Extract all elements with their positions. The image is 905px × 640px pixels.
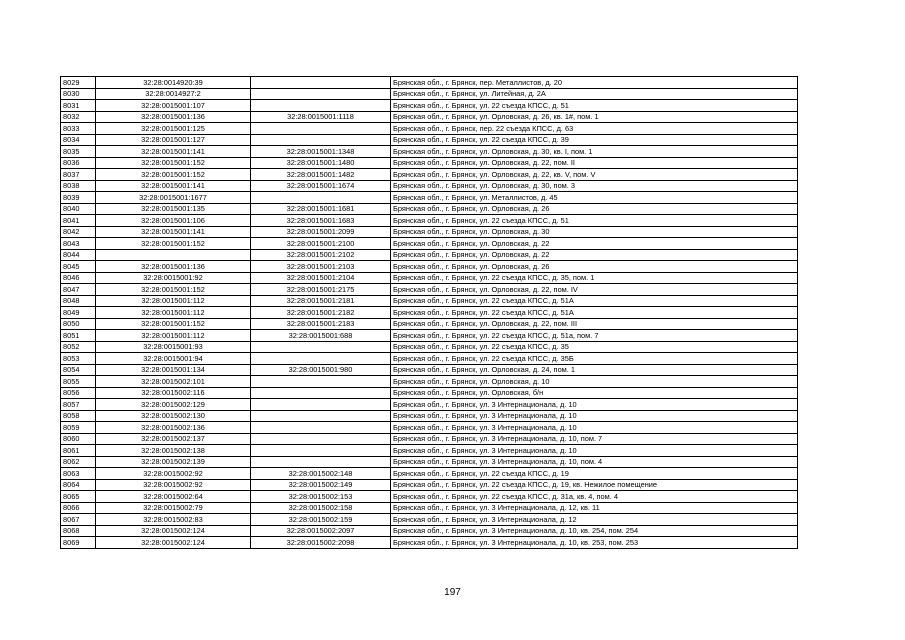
- table-row: [61, 192, 798, 204]
- row-number-cell: 8054: [61, 364, 96, 376]
- address-cell: Брянская обл., г. Брянск, пер. Металлистов, д. 20: [391, 77, 798, 89]
- premises-cadastral-cell: [251, 387, 391, 399]
- table-row: [61, 272, 798, 284]
- table-row: [61, 134, 798, 146]
- address-cell: Брянская обл., г. Брянск, ул. 3 Интернационала, д. 10, кв. 253, пом. 253: [391, 537, 798, 549]
- address-cell: Брянская обл., г. Брянск, ул. 3 Интернационала, д. 12, кв. 11: [391, 502, 798, 514]
- address-cell: Брянская обл., г. Брянск, ул. Орловская, д. 22, кв. V, пом. V: [391, 169, 798, 181]
- address-cell: Брянская обл., г. Брянск, ул. Орловская, д. 26: [391, 261, 798, 273]
- premises-cadastral-cell: 32:28:0015001:1482: [251, 169, 391, 181]
- cadastral-number-cell: 32:28:0015001:152: [96, 157, 251, 169]
- cadastral-number-cell: 32:28:0015001:134: [96, 364, 251, 376]
- cadastral-number-cell: 32:28:0015001:107: [96, 100, 251, 112]
- address-cell: Брянская обл., г. Брянск, ул. Орловская, д. 10: [391, 376, 798, 388]
- premises-cadastral-cell: 32:28:0015001:2099: [251, 226, 391, 238]
- address-cell: Брянская обл., г. Брянск, ул. 22 съезда КПСС, д. 51а, пом. 7: [391, 330, 798, 342]
- premises-cadastral-cell: 32:28:0015001:2104: [251, 272, 391, 284]
- table-row: [61, 422, 798, 434]
- premises-cadastral-cell: 32:28:0015001:1348: [251, 146, 391, 158]
- cadastral-number-cell: 32:28:0015002:129: [96, 399, 251, 411]
- cadastral-number-cell: 32:28:0015001:152: [96, 318, 251, 330]
- premises-cadastral-cell: [251, 123, 391, 135]
- row-number-cell: 8042: [61, 226, 96, 238]
- table-row: [61, 491, 798, 503]
- cadastral-number-cell: 32:28:0015002:124: [96, 525, 251, 537]
- premises-cadastral-cell: 32:28:0015002:158: [251, 502, 391, 514]
- cadastral-number-cell: 32:28:0015002:130: [96, 410, 251, 422]
- address-cell: Брянская обл., г. Брянск, ул. Орловская, д. 30: [391, 226, 798, 238]
- premises-cadastral-cell: [251, 410, 391, 422]
- cadastral-number-cell: 32:28:0015001:152: [96, 284, 251, 296]
- premises-cadastral-cell: 32:28:0015002:159: [251, 514, 391, 526]
- address-cell: Брянская обл., г. Брянск, ул. 22 съезда КПСС, д. 39: [391, 134, 798, 146]
- premises-cadastral-cell: [251, 77, 391, 89]
- address-cell: Брянская обл., г. Брянск, ул. Литейная, д. 2А: [391, 88, 798, 100]
- row-number-cell: 8056: [61, 387, 96, 399]
- row-number-cell: 8040: [61, 203, 96, 215]
- premises-cadastral-cell: [251, 341, 391, 353]
- premises-cadastral-cell: 32:28:0015001:1118: [251, 111, 391, 123]
- address-cell: Брянская обл., г. Брянск, ул. Орловская, д. 22, пом. IV: [391, 284, 798, 296]
- table-row: [61, 88, 798, 100]
- address-cell: Брянская обл., г. Брянск, ул. Орловская, д. 24, пом. 1: [391, 364, 798, 376]
- row-number-cell: 8055: [61, 376, 96, 388]
- cadastral-number-cell: 32:28:0014927:2: [96, 88, 251, 100]
- row-number-cell: 8038: [61, 180, 96, 192]
- table-row: [61, 295, 798, 307]
- row-number-cell: 8067: [61, 514, 96, 526]
- row-number-cell: 8036: [61, 157, 96, 169]
- premises-cadastral-cell: [251, 88, 391, 100]
- row-number-cell: 8032: [61, 111, 96, 123]
- premises-cadastral-cell: [251, 433, 391, 445]
- address-cell: Брянская обл., г. Брянск, ул. 22 съезда КПСС, д. 35Б: [391, 353, 798, 365]
- premises-cadastral-cell: [251, 376, 391, 388]
- cadastral-number-cell: 32:28:0015001:125: [96, 123, 251, 135]
- table-row: [61, 215, 798, 227]
- row-number-cell: 8033: [61, 123, 96, 135]
- address-cell: Брянская обл., г. Брянск, ул. Орловская, б/н: [391, 387, 798, 399]
- table-body: [61, 77, 798, 549]
- table-row: [61, 502, 798, 514]
- address-cell: Брянская обл., г. Брянск, ул. 22 съезда КПСС, д. 19: [391, 468, 798, 480]
- premises-cadastral-cell: 32:28:0015001:1674: [251, 180, 391, 192]
- row-number-cell: 8030: [61, 88, 96, 100]
- row-number-cell: 8043: [61, 238, 96, 250]
- cadastral-number-cell: 32:28:0015002:64: [96, 491, 251, 503]
- cadastral-number-cell: 32:28:0015002:116: [96, 387, 251, 399]
- address-cell: Брянская обл., г. Брянск, ул. 3 Интернационала, д. 12: [391, 514, 798, 526]
- premises-cadastral-cell: 32:28:0015001:980: [251, 364, 391, 376]
- premises-cadastral-cell: 32:28:0015001:2183: [251, 318, 391, 330]
- address-cell: Брянская обл., г. Брянск, пер. 22 съезда КПСС, д. 63: [391, 123, 798, 135]
- premises-cadastral-cell: 32:28:0015001:688: [251, 330, 391, 342]
- premises-cadastral-cell: 32:28:0015002:148: [251, 468, 391, 480]
- table-row: [61, 433, 798, 445]
- cadastral-number-cell: 32:28:0015002:92: [96, 479, 251, 491]
- row-number-cell: 8050: [61, 318, 96, 330]
- address-cell: Брянская обл., г. Брянск, ул. 22 съезда КПСС, д. 51А: [391, 307, 798, 319]
- table-row: [61, 307, 798, 319]
- table-row: [61, 341, 798, 353]
- row-number-cell: 8062: [61, 456, 96, 468]
- table-row: [61, 111, 798, 123]
- address-cell: Брянская обл., г. Брянск, ул. 3 Интернационала, д. 10, пом. 7: [391, 433, 798, 445]
- table-row: [61, 468, 798, 480]
- table-row: [61, 203, 798, 215]
- row-number-cell: 8066: [61, 502, 96, 514]
- row-number-cell: 8034: [61, 134, 96, 146]
- row-number-cell: 8061: [61, 445, 96, 457]
- cadastral-number-cell: 32:28:0015001:135: [96, 203, 251, 215]
- address-cell: Брянская обл., г. Брянск, ул. Орловская, д. 30, кв. I, пом. 1: [391, 146, 798, 158]
- premises-cadastral-cell: 32:28:0015001:2182: [251, 307, 391, 319]
- table-row: [61, 364, 798, 376]
- cadastral-number-cell: 32:28:0014920:39: [96, 77, 251, 89]
- table-row: [61, 169, 798, 181]
- row-number-cell: 8058: [61, 410, 96, 422]
- premises-cadastral-cell: 32:28:0015001:2175: [251, 284, 391, 296]
- row-number-cell: 8052: [61, 341, 96, 353]
- address-cell: Брянская обл., г. Брянск, ул. Орловская, д. 26: [391, 203, 798, 215]
- premises-cadastral-cell: 32:28:0015001:1681: [251, 203, 391, 215]
- cadastral-number-cell: 32:28:0015001:141: [96, 180, 251, 192]
- row-number-cell: 8059: [61, 422, 96, 434]
- address-cell: Брянская обл., г. Брянск, ул. Орловская, д. 22: [391, 238, 798, 250]
- address-cell: Брянская обл., г. Брянск, ул. 22 съезда КПСС, д. 19, кв. Нежилое помещение: [391, 479, 798, 491]
- cadastral-number-cell: 32:28:0015002:79: [96, 502, 251, 514]
- cadastral-number-cell: 32:28:0015002:137: [96, 433, 251, 445]
- row-number-cell: 8031: [61, 100, 96, 112]
- premises-cadastral-cell: 32:28:0015002:153: [251, 491, 391, 503]
- premises-cadastral-cell: [251, 445, 391, 457]
- row-number-cell: 8047: [61, 284, 96, 296]
- row-number-cell: 8060: [61, 433, 96, 445]
- address-cell: Брянская обл., г. Брянск, ул. 3 Интернационала, д. 10: [391, 422, 798, 434]
- row-number-cell: 8069: [61, 537, 96, 549]
- row-number-cell: 8065: [61, 491, 96, 503]
- row-number-cell: 8053: [61, 353, 96, 365]
- premises-cadastral-cell: 32:28:0015001:2102: [251, 249, 391, 261]
- table-row: [61, 249, 798, 261]
- table-row: [61, 284, 798, 296]
- table-row: [61, 353, 798, 365]
- address-cell: Брянская обл., г. Брянск, ул. 3 Интернационала, д. 10: [391, 445, 798, 457]
- table-row: [61, 376, 798, 388]
- premises-cadastral-cell: [251, 399, 391, 411]
- page-number: 197: [444, 587, 461, 598]
- cadastral-number-cell: 32:28:0015001:152: [96, 169, 251, 181]
- address-cell: Брянская обл., г. Брянск, ул. Орловская, д. 22, пом. II: [391, 157, 798, 169]
- cadastral-number-cell: [96, 249, 251, 261]
- table-row: [61, 330, 798, 342]
- cadastral-number-cell: 32:28:0015001:127: [96, 134, 251, 146]
- premises-cadastral-cell: [251, 422, 391, 434]
- address-cell: Брянская обл., г. Брянск, ул. Орловская, д. 22, пом. III: [391, 318, 798, 330]
- premises-cadastral-cell: 32:28:0015001:1480: [251, 157, 391, 169]
- row-number-cell: 8041: [61, 215, 96, 227]
- address-cell: Брянская обл., г. Брянск, ул. Орловская, д. 26, кв. 1#, пом. 1: [391, 111, 798, 123]
- cadastral-number-cell: 32:28:0015001:136: [96, 261, 251, 273]
- cadastral-number-cell: 32:28:0015001:1677: [96, 192, 251, 204]
- table-row: [61, 146, 798, 158]
- cadastral-number-cell: 32:28:0015002:138: [96, 445, 251, 457]
- premises-cadastral-cell: 32:28:0015002:2097: [251, 525, 391, 537]
- premises-cadastral-cell: [251, 456, 391, 468]
- table-row: [61, 387, 798, 399]
- address-cell: Брянская обл., г. Брянск, ул. Металлистов, д. 45: [391, 192, 798, 204]
- address-cell: Брянская обл., г. Брянск, ул. Орловская, д. 22: [391, 249, 798, 261]
- cadastral-number-cell: 32:28:0015002:124: [96, 537, 251, 549]
- table-row: [61, 77, 798, 89]
- address-cell: Брянская обл., г. Брянск, ул. 3 Интернационала, д. 10: [391, 399, 798, 411]
- table-row: [61, 410, 798, 422]
- cadastral-number-cell: 32:28:0015001:106: [96, 215, 251, 227]
- address-cell: Брянская обл., г. Брянск, ул. 22 съезда КПСС, д. 31а, кв. 4, пом. 4: [391, 491, 798, 503]
- table-row: [61, 226, 798, 238]
- table-row: [61, 445, 798, 457]
- row-number-cell: 8064: [61, 479, 96, 491]
- premises-cadastral-cell: 32:28:0015001:2181: [251, 295, 391, 307]
- table-row: [61, 318, 798, 330]
- cadastral-number-cell: 32:28:0015001:112: [96, 295, 251, 307]
- address-cell: Брянская обл., г. Брянск, ул. 22 съезда КПСС, д. 35: [391, 341, 798, 353]
- premises-cadastral-cell: 32:28:0015001:2103: [251, 261, 391, 273]
- cadastral-number-cell: 32:28:0015001:94: [96, 353, 251, 365]
- cadastral-number-cell: 32:28:0015001:141: [96, 146, 251, 158]
- table-row: [61, 261, 798, 273]
- table-row: [61, 537, 798, 549]
- cadastral-number-cell: 32:28:0015002:139: [96, 456, 251, 468]
- cadastral-number-cell: 32:28:0015001:112: [96, 330, 251, 342]
- row-number-cell: 8035: [61, 146, 96, 158]
- row-number-cell: 8051: [61, 330, 96, 342]
- table-row: [61, 238, 798, 250]
- address-cell: Брянская обл., г. Брянск, ул. Орловская, д. 30, пом. 3: [391, 180, 798, 192]
- row-number-cell: 8037: [61, 169, 96, 181]
- row-number-cell: 8063: [61, 468, 96, 480]
- property-registry-table: [60, 76, 798, 549]
- row-number-cell: 8057: [61, 399, 96, 411]
- cadastral-number-cell: 32:28:0015001:136: [96, 111, 251, 123]
- table-row: [61, 479, 798, 491]
- address-cell: Брянская обл., г. Брянск, ул. 3 Интернационала, д. 10: [391, 410, 798, 422]
- cadastral-number-cell: 32:28:0015002:136: [96, 422, 251, 434]
- row-number-cell: 8068: [61, 525, 96, 537]
- table-row: [61, 456, 798, 468]
- address-cell: Брянская обл., г. Брянск, ул. 3 Интернационала, д. 10, пом. 4: [391, 456, 798, 468]
- row-number-cell: 8029: [61, 77, 96, 89]
- row-number-cell: 8044: [61, 249, 96, 261]
- cadastral-number-cell: 32:28:0015001:141: [96, 226, 251, 238]
- cadastral-number-cell: 32:28:0015001:93: [96, 341, 251, 353]
- table-row: [61, 180, 798, 192]
- premises-cadastral-cell: [251, 192, 391, 204]
- premises-cadastral-cell: 32:28:0015002:2098: [251, 537, 391, 549]
- table-row: [61, 514, 798, 526]
- cadastral-number-cell: 32:28:0015001:152: [96, 238, 251, 250]
- address-cell: Брянская обл., г. Брянск, ул. 22 съезда КПСС, д. 35, пом. 1: [391, 272, 798, 284]
- address-cell: Брянская обл., г. Брянск, ул. 3 Интернационала, д. 10, кв. 254, пом. 254: [391, 525, 798, 537]
- row-number-cell: 8046: [61, 272, 96, 284]
- address-cell: Брянская обл., г. Брянск, ул. 22 съезда КПСС, д. 51А: [391, 295, 798, 307]
- table-row: [61, 525, 798, 537]
- cadastral-number-cell: 32:28:0015002:101: [96, 376, 251, 388]
- row-number-cell: 8048: [61, 295, 96, 307]
- cadastral-number-cell: 32:28:0015001:112: [96, 307, 251, 319]
- premises-cadastral-cell: 32:28:0015001:1683: [251, 215, 391, 227]
- row-number-cell: 8045: [61, 261, 96, 273]
- row-number-cell: 8039: [61, 192, 96, 204]
- cadastral-number-cell: 32:28:0015001:92: [96, 272, 251, 284]
- premises-cadastral-cell: [251, 134, 391, 146]
- cadastral-number-cell: 32:28:0015002:83: [96, 514, 251, 526]
- table-row: [61, 157, 798, 169]
- cadastral-number-cell: 32:28:0015002:92: [96, 468, 251, 480]
- row-number-cell: 8049: [61, 307, 96, 319]
- premises-cadastral-cell: [251, 353, 391, 365]
- table-row: [61, 399, 798, 411]
- premises-cadastral-cell: [251, 100, 391, 112]
- address-cell: Брянская обл., г. Брянск, ул. 22 съезда КПСС, д. 51: [391, 100, 798, 112]
- premises-cadastral-cell: 32:28:0015002:149: [251, 479, 391, 491]
- premises-cadastral-cell: 32:28:0015001:2100: [251, 238, 391, 250]
- address-cell: Брянская обл., г. Брянск, ул. 22 съезда КПСС, д. 51: [391, 215, 798, 227]
- table-row: [61, 123, 798, 135]
- table-row: [61, 100, 798, 112]
